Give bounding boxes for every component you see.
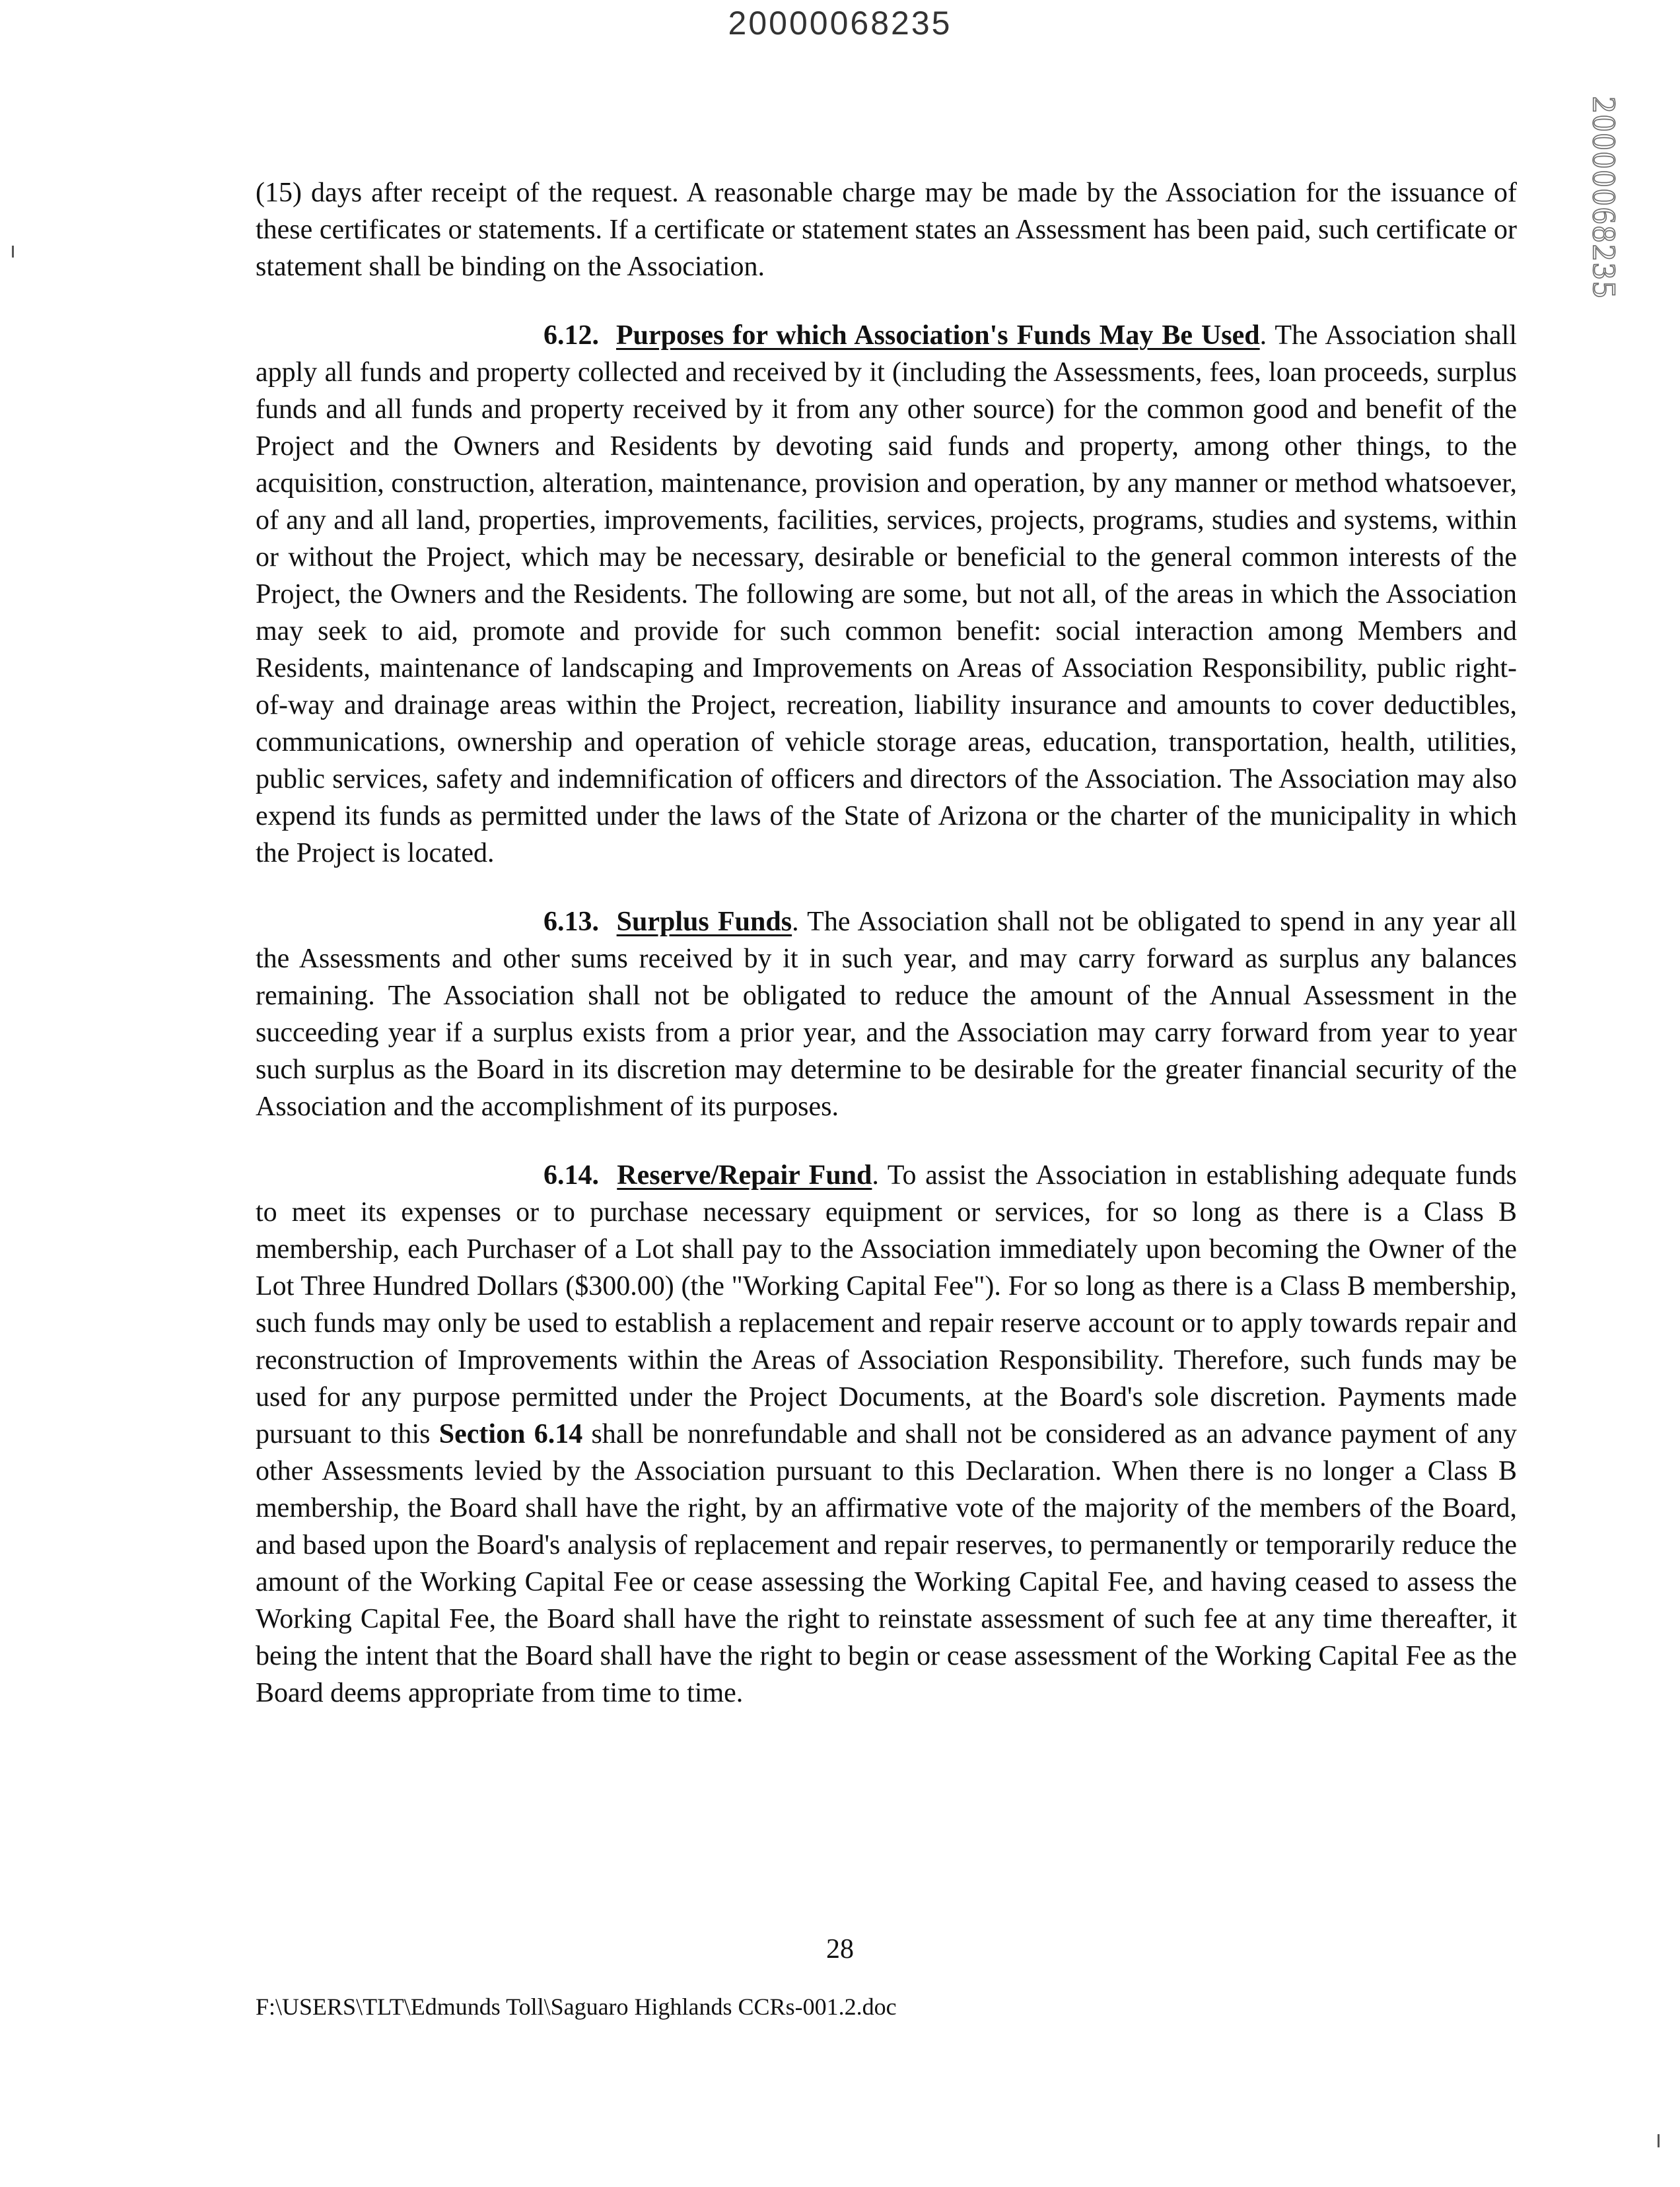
side-document-stamp	[1575, 86, 1634, 310]
scan-edge-mark	[12, 246, 14, 258]
section-number: 6.12.	[543, 320, 599, 351]
side-stamp-text: 20000068235	[1586, 96, 1623, 300]
document-number-header: 20000068235	[728, 5, 952, 42]
footer-file-path: F:\USERS\TLT\Edmunds Toll\Saguaro Highlands CCRs-001.2.doc	[256, 1994, 897, 2020]
section-number: 6.13.	[543, 907, 599, 937]
section-title: Surplus Funds	[616, 907, 792, 937]
section-6-14	[256, 1157, 1517, 1712]
section-6-13	[256, 903, 1517, 1125]
section-body-after-ref: shall be nonrefundable and shall not be considered as an advance payment of any other Assessments levied by the Association pursuant to this Declaration. When there is no longer a Class B membership, the Board shall have the right, by an affirmative vote of the majority of the members of the Board, and based upon the Board's analysis of replacement and repair reserves, to permanently or temporarily reduce the amount of the Working Capital Fee or cease assessing the Working Capital Fee, and having ceased to assess the Working Capital Fee, the Board shall have the right to reinstate assessment of such fee at any time thereafter, it being the intent that the Board shall have the right to begin or cease assessment of the Working Capital Fee as the Board deems appropriate from time to time.	[256, 1419, 1518, 1708]
scan-edge-mark	[1658, 2134, 1660, 2147]
section-body-before-ref: . To assist the Association in establishing adequate funds to meet its expenses or to purchase necessary equipment or services, for so long as there is a Class B membership, each Purchaser of a Lot shall pay to the Association immediately upon becoming the Owner of the Lot Three Hundred Dollars ($300.00) (the "Working Capital Fee"). For so long as there is a Class B membership, such funds may only be used to establish a replacement and repair reserve account or to apply towards repair and reconstruction of Improvements within the Areas of Association Responsibility. Therefore, such funds may be used for any purpose permitted under the Project Documents, at the Board's sole discretion. Payments made pursuant to this	[256, 1160, 1518, 1449]
section-body: . The Association shall apply all funds and property collected and received by it (including the Assessments, fees, loan proceeds, surplus funds and all funds and property received by it from any other source) for the common good and benefit of the Project and the Owners and Residents by devoting said funds and property, among other things, to the acquisition, construction, alteration, maintenance, provision and operation, by any manner or method whatsoever, of any and all land, properties, improvements, facilities, services, projects, programs, studies and systems, within or without the Project, which may be necessary, desirable or beneficial to the general common interests of the Project, the Owners and the Residents. The following are some, but not all, of the areas in which the Association may seek to aid, promote and provide for such common benefit: social interaction among Members and Residents, maintenance of landscaping and Improvements on Areas of Association Responsibility, public right-of-way and drainage areas within the Project, recreation, liability insurance and amounts to cover deductibles, communications, ownership and operation of vehicle storage areas, education, transportation, health, utilities, public services, safety and indemnification of officers and directors of the Association. The Association may also expend its funds as permitted under the laws of the State of Arizona or the charter of the municipality in which the Project is located.	[256, 320, 1518, 868]
section-body: . The Association shall not be obligated to spend in any year all the Assessments and other sums received by it in such year, and may carry forward as surplus any balances remaining. The Association shall not be obligated to reduce the amount of the Annual Assessment in the succeeding year if a surplus exists from a prior year, and the Association may carry forward from year to year such surplus as the Board in its discretion may determine to be desirable for the greater financial security of the Association and the accomplishment of its purposes.	[256, 907, 1518, 1122]
section-6-12	[256, 317, 1517, 872]
continued-paragraph: (15) days after receipt of the request. A reasonable charge may be made by the Association for the issuance of these certificates or statements. If a certificate or statement states an Assessment has been paid, such certificate or statement shall be binding on the Association.	[256, 178, 1517, 282]
section-reference: Section 6.14	[438, 1419, 583, 1449]
section-title: Purposes for which Association's Funds May Be Used	[616, 320, 1260, 351]
document-body	[256, 174, 1517, 1743]
page-number: 28	[826, 1934, 854, 1964]
section-number: 6.14.	[543, 1160, 599, 1191]
section-title: Reserve/Repair Fund	[617, 1160, 872, 1191]
